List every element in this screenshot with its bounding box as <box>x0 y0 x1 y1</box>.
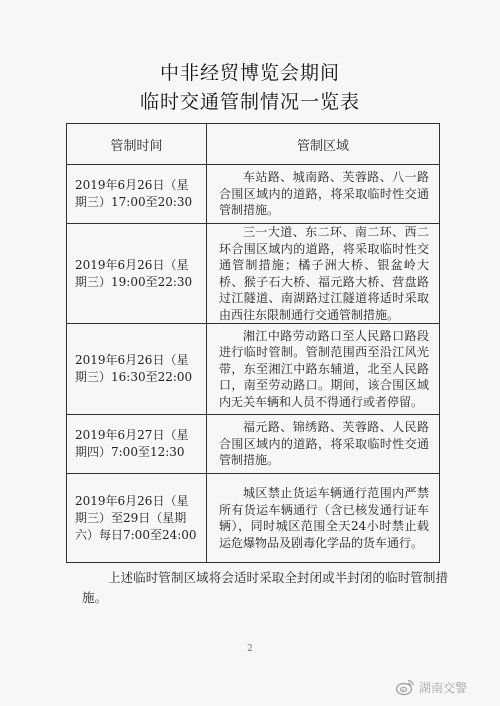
table-row <box>67 324 440 415</box>
footer-note: 上述临时管制区域将会适时采取全封闭或半封闭的临时管制措施。 <box>82 570 448 605</box>
control-area-cell: 三一大道、东二环、南二环、西二环合围区域内的道路，将采取临时性交通管制措施；橘子洲大桥、银盆岭大桥、猴子石大桥、福元路大桥、营盘路过江隧道、南湖路过江隧道将适时采取由西往东限制通行交通管制措施。 <box>207 224 440 324</box>
control-area-cell: 福元路、锦绣路、芙蓉路、人民路合围区域内的道路，将采取临时性交通管制措施。 <box>207 415 440 474</box>
watermark <box>395 675 500 699</box>
table-header-row <box>67 124 440 165</box>
table-row <box>67 415 440 474</box>
control-time-cell: 2019年6月26日（星期三）17:00至20:30 <box>67 165 207 224</box>
control-area-cell: 城区禁止货运车辆通行范围内严禁所有货运车辆通行（含已核发通行证车辆），同时城区范围全天24小时禁止载运危爆物品及剧毒化学品的货车通行。 <box>207 474 440 563</box>
table-row <box>67 165 440 224</box>
header-control-time: 管制时间 <box>67 124 207 165</box>
document-title-line2: 临时交通管制情况一览表 <box>139 91 360 113</box>
control-time-cell: 2019年6月26日（星期三）19:00至22:30 <box>67 224 207 324</box>
weibo-icon <box>395 677 415 697</box>
control-time-cell: 2019年6月27日（星期四）7:00至12:30 <box>67 415 207 474</box>
control-time-cell: 2019年6月26日（星期三）至29日（星期六）每日7:00至24:00 <box>67 474 207 563</box>
control-area-cell: 车站路、城南路、芙蓉路、八一路合围区域内的道路，将采取临时性交通管制措施。 <box>207 165 440 224</box>
header-control-area: 管制区域 <box>207 124 440 165</box>
control-area-cell: 湘江中路劳动路口至人民路口路段进行临时管制。管制范围西至沿江风光带，东至湘江中路东辅道，北至人民路口，南至劳动路口。期间，该合围区域内无关车辆和人员不得通行或者停留。 <box>207 324 440 415</box>
page-number: 2 <box>247 644 253 654</box>
traffic-control-table <box>66 123 440 563</box>
document-title-line1: 中非经贸博览会期间 <box>159 62 340 84</box>
table-row <box>67 224 440 324</box>
watermark-text: 湖南交警 <box>419 680 468 695</box>
control-time-cell: 2019年6月26日（星期三）16:30至22:00 <box>67 324 207 415</box>
table-row <box>67 474 440 563</box>
